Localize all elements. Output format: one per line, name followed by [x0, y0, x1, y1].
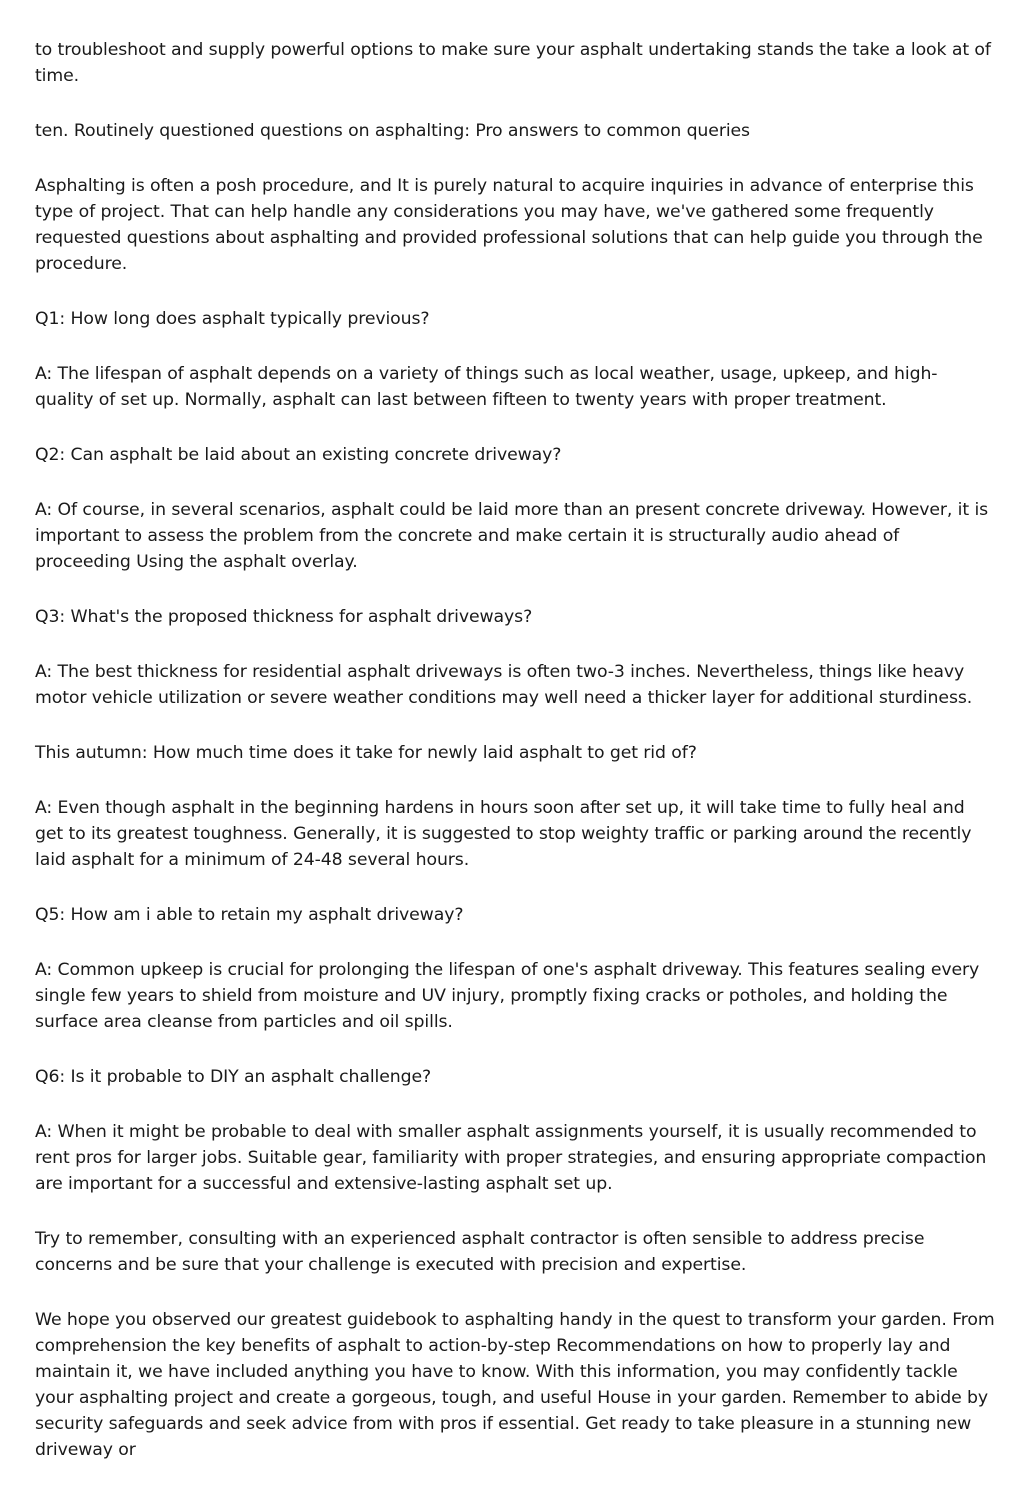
question-2: Q2: Can asphalt be laid about an existing concrete driveway?: [35, 445, 562, 465]
answer-6: A: When it might be probable to deal with smaller asphalt assignments yourself, it is usually recommended to rent pros for larger jobs. Suitable gear, familiarity with proper strategies, and ensuring appropriate compaction are important for a successful and extensive-lasting asphalt set up.: [35, 1122, 987, 1194]
paragraph-intro-continuation: to troubleshoot and supply powerful options to make sure your asphalt undertaking stands the take a look at of time.: [35, 40, 991, 86]
question-4: This autumn: How much time does it take for newly laid asphalt to get rid of?: [35, 743, 697, 763]
paragraph-conclusion: We hope you observed our greatest guidebook to asphalting handy in the quest to transform your garden. From comprehension the key benefits of asphalt to action-by-step Recommendations on how to properly lay and maintain it, we have included anything you have to know. With this information, you may confidently tackle your asphalting project and create a gorgeous, tough, and useful House in your garden. Remember to abide by security safeguards and seek advice from with pros if essential. Get ready to take pleasure in a stunning new driveway or: [35, 1310, 995, 1460]
answer-5: A: Common upkeep is crucial for prolonging the lifespan of one's asphalt driveway. This features sealing every single few years to shield from moisture and UV injury, promptly fixing cracks or potholes, and holding the surface area cleanse from particles and oil spills.: [35, 960, 980, 1032]
document-body: [35, 37, 995, 1492]
question-3: Q3: What's the proposed thickness for asphalt driveways?: [35, 607, 533, 627]
answer-3: A: The best thickness for residential asphalt driveways is often two-3 inches. Nevertheless, things like heavy motor vehicle utilization or severe weather conditions may well need a thicker layer for additional sturdiness.: [35, 662, 973, 708]
question-1: Q1: How long does asphalt typically previous?: [35, 309, 430, 329]
paragraph-advice: Try to remember, consulting with an experienced asphalt contractor is often sensible to address precise concerns and be sure that your challenge is executed with precision and expertise.: [35, 1229, 925, 1275]
question-6: Q6: Is it probable to DIY an asphalt challenge?: [35, 1067, 432, 1087]
section-heading-faq: ten. Routinely questioned questions on asphalting: Pro answers to common queries: [35, 121, 750, 141]
question-5: Q5: How am i able to retain my asphalt driveway?: [35, 905, 464, 925]
answer-4: A: Even though asphalt in the beginning hardens in hours soon after set up, it will take time to fully heal and get to its greatest toughness. Generally, it is suggested to stop weighty traffic or parking around the recently laid asphalt for a minimum of 24-48 several hours.: [35, 798, 972, 870]
answer-2: A: Of course, in several scenarios, asphalt could be laid more than an present concrete driveway. However, it is important to assess the problem from the concrete and make certain it is structurally audio ahead of proceeding Using the asphalt overlay.: [35, 500, 989, 572]
paragraph-faq-intro: Asphalting is often a posh procedure, and It is purely natural to acquire inquiries in advance of enterprise this type of project. That can help handle any considerations you may have, we've gathered some frequently requested questions about asphalting and provided professional solutions that can help guide you through the procedure.: [35, 176, 983, 274]
answer-1: A: The lifespan of asphalt depends on a variety of things such as local weather, usage, upkeep, and high-quality of set up. Normally, asphalt can last between fifteen to twenty years with proper treatment.: [35, 364, 938, 410]
